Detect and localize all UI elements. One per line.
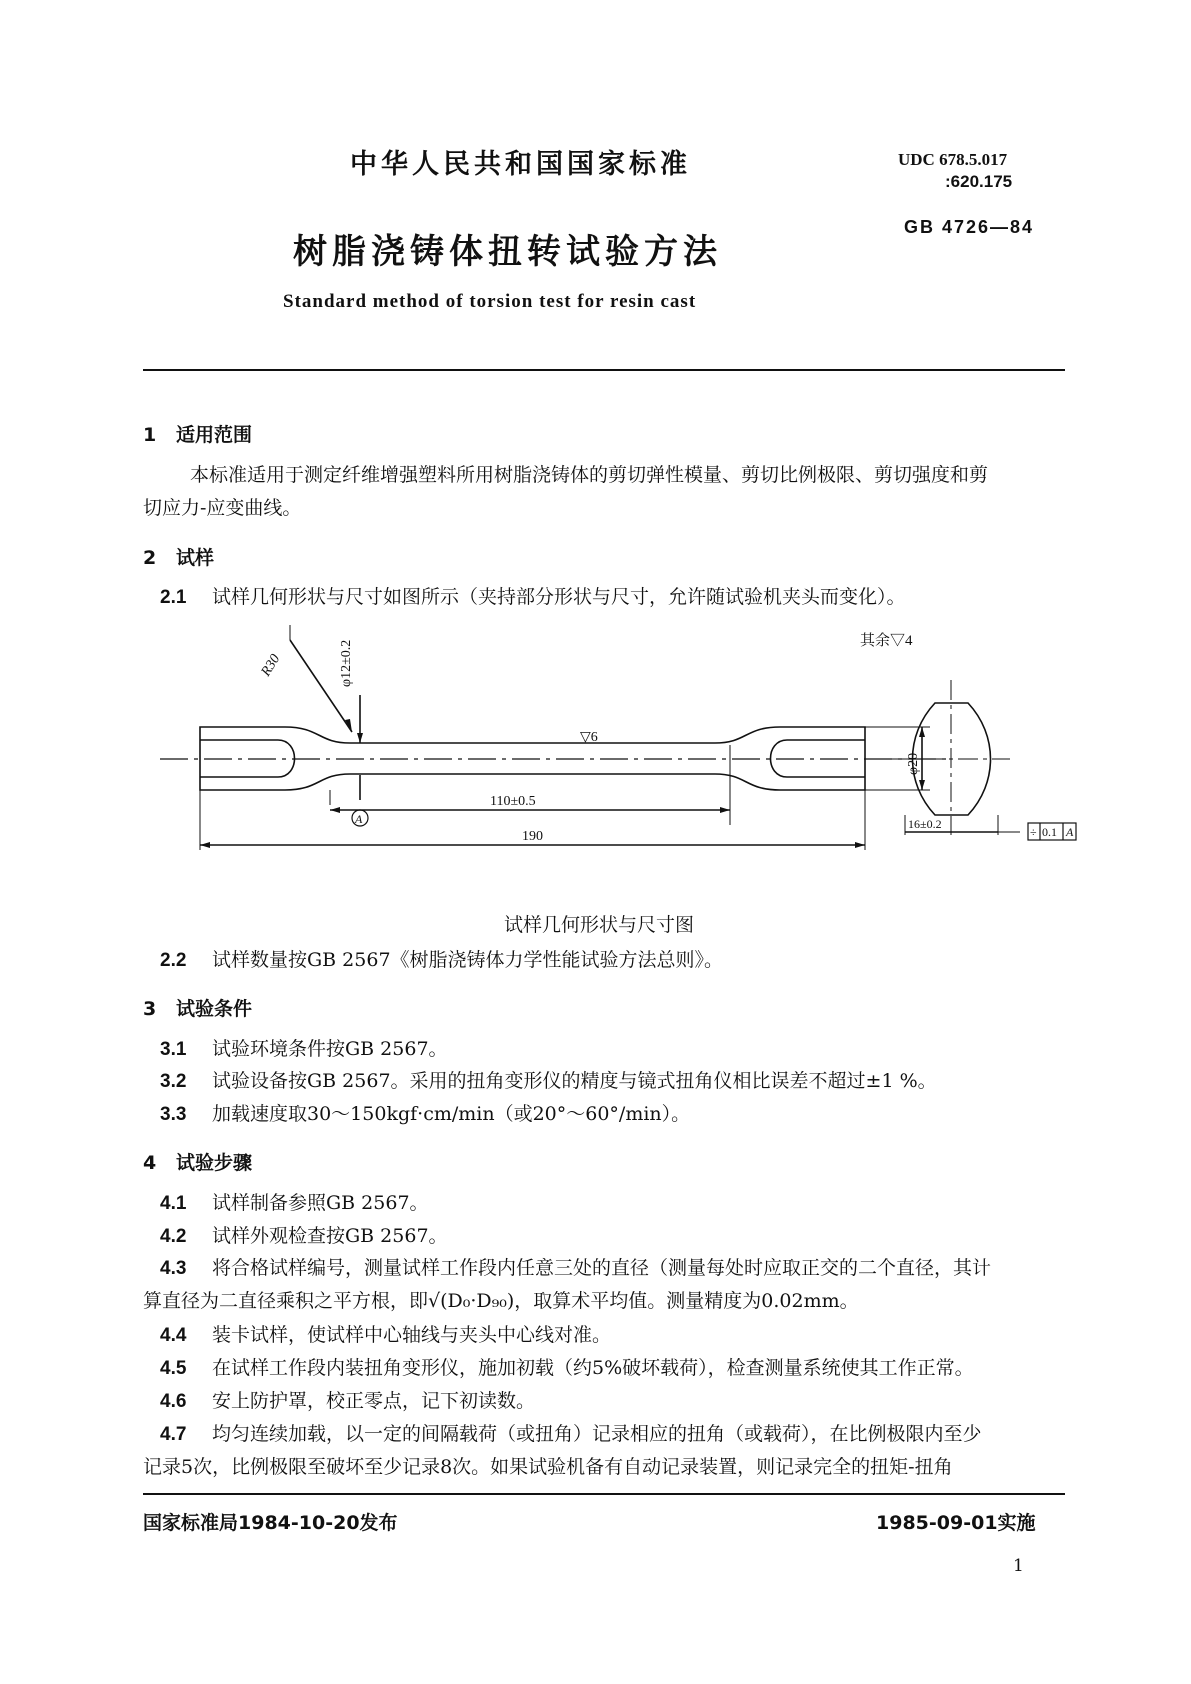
standard-name: 中华人民共和国国家标准 xyxy=(350,149,691,180)
document-title: 树脂浇铸体扭转试验方法 xyxy=(293,232,722,272)
udc-code-line1: UDC 678.5.017 xyxy=(898,150,1008,169)
section-3-heading xyxy=(143,994,252,1021)
section-4-heading xyxy=(143,1148,252,1175)
clause-text: 试验设备按GB 2567。采用的扭角变形仪的精度与镜式扭角仪相比误差不超过±1 %。 xyxy=(212,1070,937,1092)
udc-code-line2: :620.175 xyxy=(945,172,1013,191)
section-title: 适用范围 xyxy=(176,424,253,446)
issue-date: 国家标准局1984-10-20发布 xyxy=(143,1512,398,1534)
section-1-paragraph-line2: 切应力-应变曲线。 xyxy=(143,497,302,519)
section-number: 2 xyxy=(143,547,157,569)
clause-text: 加载速度取30～150kgf·cm/min（或20°～60°/min）。 xyxy=(212,1103,691,1125)
label-surface-6: ▽6 xyxy=(580,730,598,745)
label-110: 110±0.5 xyxy=(490,794,536,809)
label-190: 190 xyxy=(522,829,543,844)
label-tol-value: 0.1 xyxy=(1042,825,1057,839)
clause-text: 安上防护罩，校正零点，记下初读数。 xyxy=(212,1390,536,1412)
section-title: 试验步骤 xyxy=(176,1152,253,1174)
clause-text: 试验环境条件按GB 2567。 xyxy=(212,1038,448,1060)
clause-number: 3.1 xyxy=(160,1039,187,1060)
clause-4-4 xyxy=(160,1320,611,1347)
footer-divider xyxy=(143,1493,1065,1495)
page-number: 1 xyxy=(1013,1556,1024,1576)
section-number: 3 xyxy=(143,998,157,1020)
clause-text: 试样制备参照GB 2567。 xyxy=(212,1192,429,1214)
clause-4-7-line2: 记录5次，比例极限至破坏至少记录8次。如果试验机备有自动记录装置，则记录完全的扭矩-扭角 xyxy=(143,1456,953,1478)
clause-4-3-line2: 算直径为二直径乘积之平方根，即√(D₀·D₉₀)，取算术平均值。测量精度为0.02mm。 xyxy=(143,1290,859,1312)
specimen-drawing xyxy=(160,625,1080,885)
clause-number: 3.3 xyxy=(160,1104,187,1125)
section-number: 4 xyxy=(143,1152,157,1174)
clause-number: 4.2 xyxy=(160,1226,187,1247)
clause-text: 装卡试样，使试样中心轴线与夹头中心线对准。 xyxy=(212,1324,612,1346)
label-tol-symbol: ÷ xyxy=(1030,825,1037,839)
clause-text: 将合格试样编号，测量试样工作段内任意三处的直径（测量每处时应取正交的二个直径，其计 xyxy=(212,1257,992,1279)
label-phi12: φ12±0.2 xyxy=(339,639,354,687)
clause-3-1 xyxy=(160,1034,448,1061)
clause-2-1 xyxy=(160,582,906,609)
section-2-heading xyxy=(143,543,214,570)
label-rest-surface: 其余▽4 xyxy=(860,633,913,649)
clause-number: 4.7 xyxy=(160,1424,187,1445)
section-title: 试验条件 xyxy=(176,998,253,1020)
effective-date: 1985-09-01实施 xyxy=(876,1512,1036,1534)
clause-4-6 xyxy=(160,1386,535,1413)
clause-number: 4.4 xyxy=(160,1325,187,1346)
clause-number: 3.2 xyxy=(160,1071,187,1092)
figure-caption: 试样几何形状与尺寸图 xyxy=(504,914,695,936)
clause-text: 均匀连续加载，以一定的间隔载荷（或扭角）记录相应的扭角（或载荷），在比例极限内至少 xyxy=(212,1423,982,1445)
clause-2-2 xyxy=(160,945,723,972)
clause-text: 在试样工作段内装扭角变形仪，施加初载（约5%破坏载荷），检查测量系统使其工作正常。 xyxy=(212,1357,974,1379)
clause-3-3 xyxy=(160,1099,690,1126)
label-16: 16±0.2 xyxy=(908,817,942,831)
clause-text: 试样几何形状与尺寸如图所示（夹持部分形状与尺寸，允许随试验机夹头而变化）。 xyxy=(212,586,906,608)
label-tol-ref: A xyxy=(1066,825,1074,839)
clause-number: 2.2 xyxy=(160,950,187,971)
label-phi20: φ20 xyxy=(906,752,921,775)
clause-3-2 xyxy=(160,1066,937,1093)
gb-code: GB 4726—84 xyxy=(904,217,1035,237)
section-title: 试样 xyxy=(176,547,215,569)
clause-4-3 xyxy=(160,1253,991,1280)
clause-number: 4.3 xyxy=(160,1258,187,1279)
clause-text: 试样数量按GB 2567《树脂浇铸体力学性能试验方法总则》。 xyxy=(212,949,724,971)
clause-4-7 xyxy=(160,1419,982,1446)
label-datum-a: A xyxy=(355,812,363,826)
clause-4-1 xyxy=(160,1188,429,1215)
clause-number: 4.6 xyxy=(160,1391,187,1412)
document-subtitle: Standard method of torsion test for resin cast xyxy=(283,291,697,312)
section-1-heading xyxy=(143,420,252,447)
clause-number: 4.5 xyxy=(160,1358,187,1379)
clause-text: 试样外观检查按GB 2567。 xyxy=(212,1225,448,1247)
clause-number: 4.1 xyxy=(160,1193,187,1214)
label-r30: R30 xyxy=(258,652,284,680)
section-number: 1 xyxy=(143,424,157,446)
clause-number: 2.1 xyxy=(160,587,187,608)
section-1-paragraph-line1: 本标准适用于测定纤维增强塑料所用树脂浇铸体的剪切弹性模量、剪切比例极限、剪切强度和剪 xyxy=(190,464,989,486)
header-divider xyxy=(143,369,1065,371)
clause-4-2 xyxy=(160,1221,448,1248)
clause-4-5 xyxy=(160,1353,974,1380)
